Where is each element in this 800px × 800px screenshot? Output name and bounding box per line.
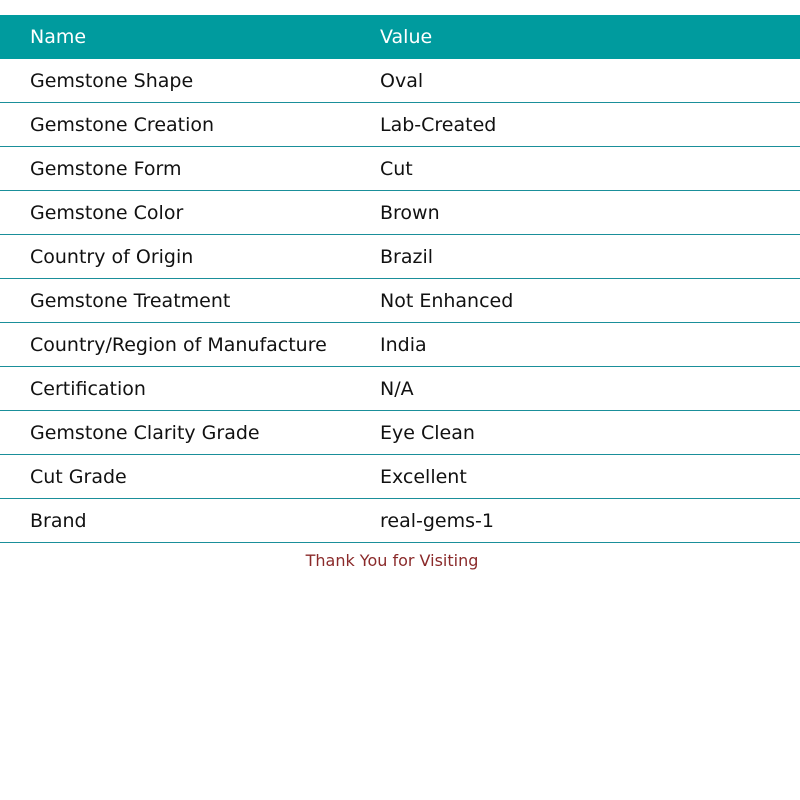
header-value: Value	[380, 26, 433, 48]
table-row	[0, 411, 800, 455]
table-row	[0, 235, 800, 279]
row-value-country-of-manufacture: India	[350, 323, 800, 367]
row-name-gemstone-form: Gemstone Form	[0, 147, 350, 191]
row-name-gemstone-shape: Gemstone Shape	[0, 59, 350, 103]
footer-message: Thank You for Visiting	[305, 551, 479, 570]
table-row	[0, 323, 800, 367]
row-value-country-of-origin: Brazil	[350, 235, 800, 279]
table-row	[0, 59, 800, 103]
row-value-gemstone-treatment: Not Enhanced	[350, 279, 800, 323]
row-value-gemstone-creation: Lab-Created	[350, 103, 800, 147]
row-value-clarity-grade: Eye Clean	[350, 411, 800, 455]
row-name-clarity-grade: Gemstone Clarity Grade	[0, 411, 350, 455]
table-row	[0, 455, 800, 499]
table-row	[0, 279, 800, 323]
table-row	[0, 499, 800, 543]
row-value-gemstone-shape: Oval	[350, 59, 800, 103]
item-specifics-table	[0, 15, 800, 543]
table-row	[0, 103, 800, 147]
header-row	[0, 15, 800, 59]
row-name-gemstone-creation: Gemstone Creation	[0, 103, 350, 147]
row-value-certification: N/A	[350, 367, 800, 411]
row-name-certification: Certification	[0, 367, 350, 411]
row-name-cut-grade: Cut Grade	[0, 455, 350, 499]
row-name-gemstone-color: Gemstone Color	[0, 191, 350, 235]
row-name-brand: Brand	[0, 499, 350, 543]
row-name-country-of-origin: Country of Origin	[0, 235, 350, 279]
table-body	[0, 59, 800, 543]
row-name-gemstone-treatment: Gemstone Treatment	[0, 279, 350, 323]
table-row	[0, 191, 800, 235]
table-row	[0, 367, 800, 411]
row-value-gemstone-color: Brown	[350, 191, 800, 235]
table-header	[0, 15, 800, 59]
row-name-country-of-manufacture: Country/Region of Manufacture	[0, 323, 350, 367]
row-value-cut-grade: Excellent	[350, 455, 800, 499]
table-row	[0, 147, 800, 191]
row-value-brand: real-gems-1	[350, 499, 800, 543]
header-name: Name	[30, 26, 87, 48]
row-value-gemstone-form: Cut	[350, 147, 800, 191]
